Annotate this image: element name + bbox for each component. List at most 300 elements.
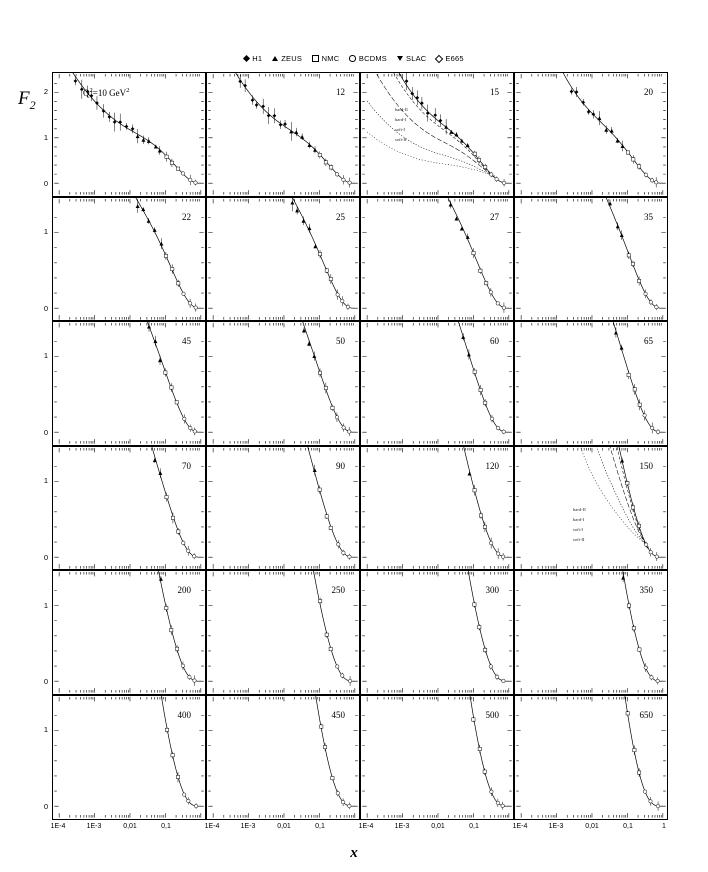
x-tick-labels (360, 823, 514, 837)
panel-q2-label: 350 (639, 585, 653, 596)
data-point-nmc (478, 747, 481, 750)
data-point-bcdms (502, 679, 506, 683)
data-point-bcdms (341, 299, 345, 303)
data-point-nmc (637, 279, 640, 282)
data-point-bcdms (643, 414, 647, 418)
data-point-bcdms (335, 416, 339, 420)
data-point-nmc (329, 166, 332, 169)
chart-panel (360, 695, 514, 820)
data-point-bcdms (341, 800, 345, 804)
data-point-nmc (483, 525, 486, 528)
data-point-nmc (632, 627, 635, 630)
y-tick-label: 1 (43, 725, 48, 735)
chart-panel (52, 72, 206, 197)
x-tick-label: 0,1 (469, 822, 479, 830)
data-point-zeus (147, 139, 151, 143)
data-point-bcdms (502, 181, 506, 185)
data-point-nmc (626, 481, 629, 484)
panel-q2-label: 15 (490, 87, 499, 97)
data-point-bcdms (188, 301, 192, 305)
data-point-bcdms (183, 417, 187, 421)
y-tick-label: 1 (43, 475, 48, 485)
legend-item-slac (397, 54, 426, 63)
data-point-bcdms (644, 543, 648, 547)
data-point-bcdms (187, 799, 191, 803)
data-point-nmc (318, 153, 321, 156)
y-tick-label: 1 (43, 600, 48, 610)
data-point-nmc (177, 530, 180, 533)
data-point-bcdms (490, 790, 494, 794)
legend-label: SLAC (406, 54, 427, 63)
fit-curve (367, 198, 509, 308)
panel-q2-label: 25 (336, 211, 345, 222)
data-point-nmc (329, 648, 332, 651)
data-point-h1 (74, 79, 78, 83)
data-point-bcdms (502, 305, 506, 309)
legend-item-bcdms (349, 54, 387, 63)
data-point-nmc (638, 403, 641, 406)
x-tick-label: 0,01 (431, 822, 445, 830)
data-point-bcdms (650, 179, 654, 183)
data-point-bcdms (337, 542, 341, 546)
data-point-nmc (329, 526, 332, 529)
data-point-h1 (420, 101, 424, 105)
open-circle-icon (349, 55, 356, 62)
data-point-nmc (483, 649, 486, 652)
data-point-nmc (473, 370, 476, 373)
panel-q2-label: 400 (177, 709, 191, 720)
data-point-zeus (620, 458, 624, 462)
data-point-nmc (479, 269, 482, 272)
data-point-bcdms (194, 305, 198, 309)
x-tick-label: 1 (662, 822, 666, 830)
data-point-zeus (147, 325, 151, 329)
data-point-bcdms (346, 305, 350, 309)
data-point-nmc (626, 712, 629, 715)
fit-curve (213, 447, 355, 557)
legend-item-nmc (312, 54, 339, 63)
data-point-nmc (176, 167, 179, 170)
data-point-nmc (627, 373, 630, 376)
data-point-nmc (175, 401, 178, 404)
y-axis-title-text: F (18, 88, 30, 109)
panel-q2-label: 250 (331, 585, 345, 596)
x-tick-label: 0,1 (315, 822, 325, 830)
data-point-nmc (165, 495, 168, 498)
data-point-zeus (449, 202, 453, 206)
model-curve-label: hard-I (573, 516, 585, 522)
x-tick-label: 1E-4 (50, 822, 66, 830)
data-point-nmc (324, 386, 327, 389)
data-point-h1 (102, 109, 106, 113)
chart-panel (514, 446, 668, 571)
model-curve-label: soft-II (395, 137, 407, 142)
data-point-bcdms (490, 173, 494, 177)
data-point-bcdms (194, 804, 198, 808)
data-point-h1 (273, 114, 277, 118)
panel-q2-label: 35 (644, 211, 653, 222)
data-point-bcdms (348, 181, 352, 185)
data-point-bcdms (644, 292, 648, 296)
model-curve (521, 447, 649, 550)
data-point-bcdms (348, 680, 352, 684)
chart-panel (206, 72, 360, 197)
data-point-nmc (473, 488, 476, 491)
x-tick-labels (514, 823, 668, 837)
data-point-bcdms (188, 676, 192, 680)
fit-curve (521, 73, 663, 183)
filled-diamond-icon (243, 55, 250, 62)
model-curve-label: hard-II (573, 506, 586, 512)
data-point-bcdms (495, 177, 499, 181)
x-tick-label: 1E-4 (512, 822, 528, 830)
fit-curve (521, 198, 663, 308)
panel-q2-label: 45 (182, 336, 191, 347)
data-point-bcdms (189, 178, 193, 182)
y-tick-label: 0 (43, 428, 48, 438)
data-point-h1 (570, 90, 574, 94)
data-point-zeus (444, 125, 448, 129)
data-point-nmc (318, 252, 321, 255)
data-point-nmc (473, 603, 476, 606)
data-point-bcdms (335, 665, 339, 669)
legend-label: E665 (445, 54, 464, 63)
data-point-nmc (318, 488, 321, 491)
x-tick-label: 1E-3 (240, 822, 256, 830)
data-point-nmc (483, 770, 486, 773)
model-curve-label: hard-I (395, 117, 407, 122)
data-point-bcdms (348, 804, 352, 808)
model-curve-label: soft-I (395, 127, 405, 132)
x-tick-label: 1E-3 (394, 822, 410, 830)
data-point-bcdms (186, 549, 190, 553)
panel-q2-label: 12 (336, 87, 345, 97)
data-point-h1 (267, 114, 271, 118)
data-point-bcdms (496, 427, 500, 431)
data-point-nmc (626, 151, 629, 154)
legend-item-h1 (244, 54, 262, 63)
chart-panel (206, 446, 360, 571)
panel-q2-label: 70 (182, 460, 191, 471)
fit-curve (213, 198, 355, 308)
data-point-h1 (243, 84, 247, 88)
legend-item-e665 (436, 54, 463, 63)
data-point-nmc (325, 268, 328, 271)
data-point-zeus (147, 218, 151, 222)
data-point-bcdms (489, 290, 493, 294)
fit-curve (521, 322, 663, 432)
data-point-h1 (238, 79, 242, 83)
x-tick-label: 0,1 (161, 822, 171, 830)
data-point-bcdms (490, 417, 494, 421)
data-point-zeus (294, 130, 298, 134)
open-down-triangle-icon (397, 56, 403, 61)
x-tick-label: 1E-3 (548, 822, 564, 830)
data-point-zeus (313, 244, 317, 248)
data-point-zeus (290, 200, 294, 204)
data-point-bcdms (342, 178, 346, 182)
data-point-nmc (477, 158, 480, 161)
data-point-bcdms (643, 790, 647, 794)
data-point-nmc (325, 514, 328, 517)
data-point-nmc (631, 262, 634, 265)
data-point-nmc (331, 776, 334, 779)
panel-q2-label: 60 (490, 336, 499, 347)
fit-curve (213, 322, 355, 432)
filled-triangle-icon (272, 56, 278, 61)
chart-panel (52, 695, 206, 820)
x-tick-labels (206, 823, 360, 837)
data-point-nmc (483, 401, 486, 404)
data-point-bcdms (181, 172, 185, 176)
legend-label: H1 (252, 54, 263, 63)
data-point-bcdms (502, 430, 506, 434)
data-point-bcdms (649, 550, 653, 554)
data-point-nmc (325, 633, 328, 636)
legend-item-zeus (272, 54, 302, 63)
data-point-bcdms (489, 665, 493, 669)
panel-q2-label: 200 (177, 585, 191, 596)
model-curve (521, 447, 649, 545)
data-point-h1 (426, 111, 430, 115)
data-point-zeus (153, 458, 157, 462)
data-point-bcdms (656, 430, 660, 434)
data-point-zeus (468, 471, 472, 475)
fit-curve (59, 322, 201, 432)
data-point-nmc (627, 253, 630, 256)
data-point-bcdms (501, 555, 505, 559)
data-point-nmc (171, 753, 174, 756)
data-point-nmc (175, 648, 178, 651)
data-point-zeus (621, 576, 625, 580)
data-point-nmc (170, 386, 173, 389)
data-point-bcdms (656, 680, 660, 684)
chart-panel (514, 570, 668, 695)
y-tick-label: 1 (43, 132, 48, 142)
data-point-zeus (301, 218, 305, 222)
x-tick-label: 0,01 (585, 822, 599, 830)
panel-q2-label: 65 (644, 336, 653, 347)
data-point-bcdms (495, 675, 499, 679)
data-point-bcdms (193, 679, 197, 683)
data-point-nmc (472, 718, 475, 721)
data-point-nmc (164, 371, 167, 374)
y-tick-label: 1 (43, 351, 48, 361)
chart-panel (206, 197, 360, 322)
data-point-bcdms (182, 541, 186, 545)
data-point-h1 (255, 103, 259, 107)
data-point-bcdms (655, 305, 659, 309)
data-point-nmc (631, 506, 634, 509)
data-point-bcdms (496, 552, 500, 556)
data-point-zeus (300, 135, 304, 139)
data-point-bcdms (489, 541, 493, 545)
data-point-nmc (637, 771, 640, 774)
y-tick-label: 0 (43, 677, 48, 687)
data-point-nmc (627, 604, 630, 607)
data-point-nmc (170, 629, 173, 632)
panel-q2-label: 27 (490, 211, 499, 222)
data-point-nmc (633, 388, 636, 391)
panel-q2-label: 20 (644, 87, 653, 97)
model-curve-label: soft-II (573, 536, 585, 542)
data-point-nmc (318, 600, 321, 603)
panel-grid (52, 72, 668, 820)
fit-curve (213, 73, 355, 183)
x-tick-label: 0,1 (623, 822, 633, 830)
data-point-nmc (483, 165, 486, 168)
chart-panel (360, 446, 514, 571)
panel-q2-label: 300 (485, 585, 499, 596)
fit-curve (367, 322, 509, 432)
panel-q2-label: 650 (639, 709, 653, 720)
chart-panel (360, 72, 514, 197)
data-point-bcdms (341, 674, 345, 678)
data-point-nmc (485, 281, 488, 284)
model-curve (367, 101, 495, 177)
x-tick-label: 0,01 (277, 822, 291, 830)
data-point-bcdms (644, 173, 648, 177)
panel-q2-label: 90 (336, 460, 345, 471)
data-point-h1 (581, 100, 585, 104)
data-point-nmc (473, 152, 476, 155)
data-point-zeus (620, 233, 624, 237)
chart-panel (360, 197, 514, 322)
data-point-bcdms (655, 555, 659, 559)
panel-q2-label: 150 (639, 460, 653, 471)
x-tick-label: 1E-4 (358, 822, 374, 830)
open-diamond-icon (435, 54, 443, 62)
data-point-bcdms (650, 676, 654, 680)
fit-curve (367, 73, 509, 183)
data-point-nmc (637, 524, 640, 527)
data-point-h1 (279, 123, 283, 127)
chart-panel (52, 321, 206, 446)
y-tick-label: 0 (43, 802, 48, 811)
open-square-icon (312, 55, 319, 62)
chart-panel (52, 570, 206, 695)
data-point-bcdms (347, 430, 351, 434)
data-point-nmc (638, 648, 641, 651)
data-point-bcdms (342, 426, 346, 430)
data-point-bcdms (342, 551, 346, 555)
data-point-bcdms (496, 801, 500, 805)
model-curve-label: hard-II (395, 107, 408, 112)
y-axis-title-sub: 2 (29, 97, 36, 112)
data-point-bcdms (336, 791, 340, 795)
chart-panel (360, 570, 514, 695)
data-point-nmc (472, 251, 475, 254)
data-point-bcdms (335, 173, 339, 177)
data-point-zeus (621, 144, 625, 148)
fit-curve (59, 198, 201, 308)
data-point-bcdms (649, 800, 653, 804)
data-point-h1 (433, 113, 437, 117)
chart-panel (206, 321, 360, 446)
panel-q2-label: 50 (336, 336, 345, 347)
panel-q2-label: 22 (182, 211, 191, 222)
chart-panel (514, 72, 668, 197)
chart-panel (514, 695, 668, 820)
chart-panel (514, 197, 668, 322)
data-point-bcdms (182, 292, 186, 296)
data-point-zeus (620, 346, 624, 350)
data-point-nmc (329, 277, 332, 280)
data-point-bcdms (336, 292, 340, 296)
data-point-nmc (633, 748, 636, 751)
data-point-h1 (415, 96, 419, 100)
y-tick-label: 1 (43, 226, 48, 236)
y-tick-label: 0 (43, 303, 48, 313)
chart-panel (206, 570, 360, 695)
data-point-nmc (171, 267, 174, 270)
data-point-bcdms (192, 554, 196, 558)
data-point-bcdms (181, 664, 185, 668)
data-point-nmc (165, 155, 168, 158)
chart-panel (514, 321, 668, 446)
x-tick-label: 0,01 (123, 822, 137, 830)
data-point-zeus (597, 116, 601, 120)
x-tick-labels (52, 823, 206, 837)
x-tick-label: 1E-4 (204, 822, 220, 830)
data-point-zeus (461, 335, 465, 339)
legend (0, 54, 708, 63)
data-point-bcdms (654, 181, 658, 185)
data-point-nmc (324, 161, 327, 164)
data-point-bcdms (501, 804, 505, 808)
y-tick-label: 2 (43, 86, 48, 96)
data-point-zeus (312, 354, 316, 358)
panel-q2-label: 450 (331, 709, 345, 720)
data-point-nmc (177, 281, 180, 284)
legend-label: NMC (321, 54, 340, 63)
data-point-zeus (614, 331, 618, 335)
data-point-zeus (307, 143, 311, 147)
data-point-zeus (616, 224, 620, 228)
data-point-nmc (318, 371, 321, 374)
data-point-zeus (616, 139, 620, 143)
data-point-bcdms (649, 300, 653, 304)
panel-q2-label: 500 (485, 709, 499, 720)
data-point-h1 (95, 101, 99, 105)
legend-label: BCDMS (358, 54, 388, 63)
model-curve-label: soft-I (573, 526, 583, 532)
data-point-bcdms (496, 301, 500, 305)
data-point-nmc (637, 165, 640, 168)
data-point-bcdms (193, 430, 197, 434)
data-point-nmc (176, 775, 179, 778)
data-point-zeus (610, 129, 614, 133)
chart-panel (360, 321, 514, 446)
data-point-nmc (632, 158, 635, 161)
data-point-nmc (479, 389, 482, 392)
x-tick-label: 1E-3 (86, 822, 102, 830)
data-point-nmc (164, 254, 167, 257)
data-point-nmc (170, 161, 173, 164)
data-point-nmc (478, 626, 481, 629)
data-point-h1 (125, 125, 129, 129)
data-point-nmc (165, 728, 168, 731)
panel-q2-label: 120 (485, 460, 499, 471)
panel-q2-label: $Q^2=10$ GeV$^2$ (83, 87, 130, 98)
data-point-bcdms (348, 555, 352, 559)
data-point-bcdms (182, 793, 186, 797)
chart-panel (52, 446, 206, 571)
x-axis-title: x (350, 845, 358, 861)
fit-curve (59, 447, 201, 557)
data-point-nmc (479, 514, 482, 517)
data-point-nmc (171, 516, 174, 519)
